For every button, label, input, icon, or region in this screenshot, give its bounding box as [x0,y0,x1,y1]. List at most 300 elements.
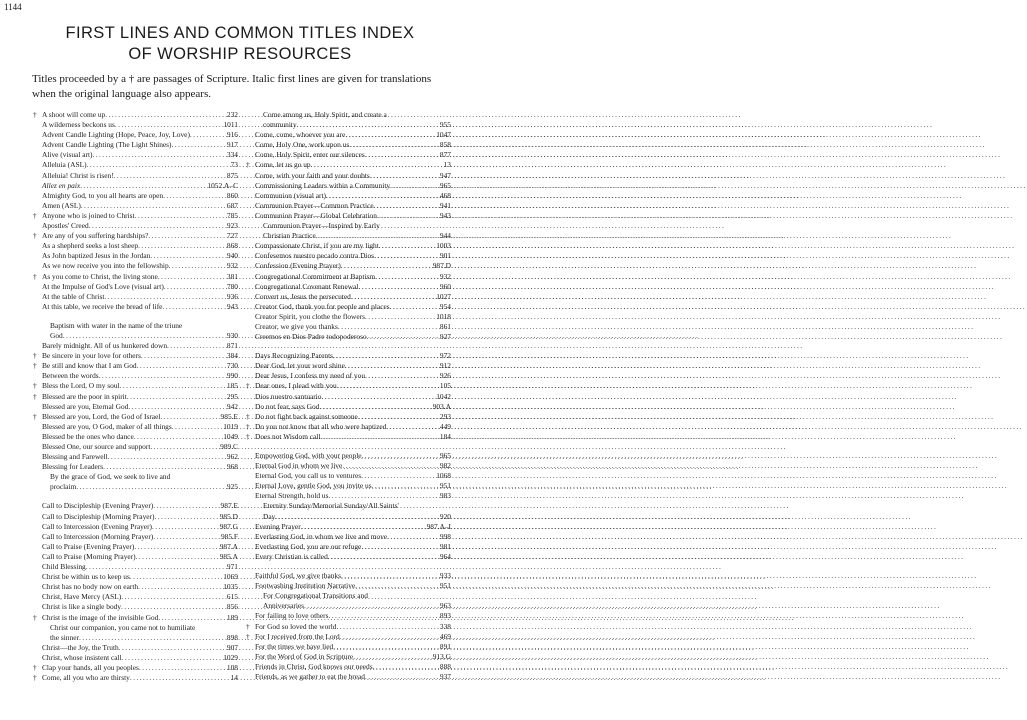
entry-line [255,622,451,632]
entry-title: Friends in Christ, God knows our needs [255,661,373,671]
entry-title: Commissioning Leaders within a Community [255,180,391,190]
index-entry [33,261,238,271]
index-entry [33,191,238,201]
entry-line [42,251,238,261]
entry-line [42,140,238,150]
entry-title: Call to Discipleship (Evening Prayer) [42,501,154,511]
entry-number: 917 [226,140,238,150]
entry-line [255,181,451,191]
entry-number: 925 [226,482,238,492]
leader-dots [372,481,440,491]
entry-line [255,302,451,312]
entry-title: Communion Prayer—Global Celebration [255,210,377,220]
entry-number: 1068 [436,471,451,481]
entry-title: Christ is the image of the invisible God [42,612,159,622]
leader-dots [150,251,227,261]
scripture-dagger: † [246,431,250,441]
leader-dots [86,562,227,572]
index-entry [246,491,451,501]
right-column [246,110,451,682]
entry-number: 785 [226,210,238,220]
entry-number: 871 [226,341,238,351]
entry-number: 893 [439,611,451,621]
entry-number: 108 [226,662,238,672]
leader-dots [139,663,227,673]
entry-title: Blessed are you, Lord, the God of Israel [42,411,161,421]
entry-number: 338 [439,621,451,631]
leader-dots [367,332,440,342]
entry-line [255,160,451,170]
leader-dots [328,611,439,621]
index-entry [246,392,451,402]
leader-dots [89,221,227,231]
index-entry [246,532,451,542]
leader-dots [150,442,220,452]
index-entry [33,432,238,442]
entry-number: 73 [230,160,238,170]
entry-number: 1049 [223,431,238,441]
entry-title: Blessed be the ones who dance [42,431,134,441]
entry-line [42,341,238,351]
scripture-dagger: † [33,210,37,220]
entry-number: 185 [226,381,238,391]
index-entry [246,261,451,271]
entry-title: Allez en paix [42,180,81,190]
entry-title: Call to Praise (Evening Prayer) [42,541,135,551]
entry-line [42,663,238,673]
entry-title: Come, all you who are thirsty [42,673,130,683]
leader-dots [137,361,227,371]
entry-line [42,241,238,251]
index-entry [246,312,451,322]
index-entry [33,501,238,511]
index-entry [246,642,451,652]
index-entry [33,302,238,312]
entry-title: Child Blessing [42,562,86,572]
entry-line [255,272,451,282]
entry-line [263,231,451,241]
entry-title: Eternal God in whom we live [255,461,343,471]
entry-line [255,552,451,562]
index-entry [246,130,451,140]
index-entry [33,181,238,191]
entry-line [50,633,238,643]
leader-dots [99,371,227,381]
entry-line [255,191,451,201]
entry-number: 942 [226,401,238,411]
entry-line [50,331,238,341]
index-entry [33,292,238,302]
entry-number: 1052.A–C [207,180,238,190]
index-entry [246,662,451,672]
entry-title: Confession (Evening Prayer) [255,261,341,271]
entry-title: Days Recognizing Parents [255,351,333,361]
leader-dots [342,461,440,471]
entry-line [42,653,238,663]
index-entry [33,673,238,683]
entry-line [255,332,451,342]
leader-dots [103,462,227,472]
leader-dots [80,181,207,191]
entry-number: 912 [439,361,451,371]
entry-number: 14 [230,673,238,683]
leader-dots [114,171,227,181]
index-entry [246,461,451,471]
entry-number: 983 [439,491,451,501]
entry-number: 985.A [219,551,238,561]
entry-number: 933 [439,571,451,581]
entry-title: Day [263,511,276,521]
entry-title: Bless the Lord, O my soul [42,381,120,391]
index-entry [33,472,238,492]
index-entry [246,471,451,481]
index-entry [246,251,451,261]
entry-line [42,282,238,292]
entry-number: 987.G [219,521,238,531]
index-entry [33,361,238,371]
index-entry [33,272,238,282]
entry-title: God [50,330,63,340]
index-entry [246,481,451,491]
entry-line [255,292,451,302]
entry-number: 877 [439,150,451,160]
index-entry [246,160,451,170]
entry-line [42,532,238,542]
entry-number: 907 [226,642,238,652]
entry-first-line: Eternity Sunday/Memorial Sunday/All Saints' [263,501,399,511]
entry-number: 727 [226,231,238,241]
entry-title: Call to Praise (Morning Prayer) [42,551,136,561]
entry-number: 947 [439,170,451,180]
index-entry [33,663,238,673]
entry-line [42,501,238,511]
group-spacer [246,342,451,351]
entry-title: As John baptized Jesus in the Jordan [42,251,151,261]
index-entry [246,552,451,562]
entry-number: 13 [443,160,451,170]
leader-dots [365,312,436,322]
index-entry [33,120,238,130]
entry-line [255,381,451,391]
entry-title: Anyone who is joined to Christ [42,210,135,220]
entry-title: At this table, we receive the bread of life [42,301,163,311]
index-entry [33,442,238,452]
entry-line [42,402,238,412]
scripture-dagger: † [246,160,250,170]
leader-dots [304,601,440,611]
entry-number: 105 [439,381,451,391]
entry-number: 985.F [220,531,238,541]
entry-title: Christ has no body now on earth [42,582,139,592]
entry-title: Creemos en Dios Padre todopoderoso [255,332,367,342]
index-entry [246,632,451,642]
entry-number: 944 [439,231,451,241]
leader-dots [275,512,440,522]
index-entry [246,211,451,221]
entry-line [255,542,451,552]
leader-dots [162,302,226,312]
index-entry [33,582,238,592]
entry-line [255,461,451,471]
entry-number: 888 [439,661,451,671]
scripture-dagger: † [33,391,37,401]
entry-title: Every Christian is called [255,551,328,561]
entry-number: 1003 [436,241,451,251]
entry-number: 861 [439,321,451,331]
entry-number: 990 [226,371,238,381]
entry-title: As a shepherd seeks a lost sheep [42,241,139,251]
entry-title: Does not Wisdom call [255,431,321,441]
entry-title: Everlasting God, you are our refuge [255,541,362,551]
entry-title: A wilderness beckons us [42,120,115,130]
entry-title: Creator God, thank you for people and places [255,301,390,311]
entry-line [255,130,451,140]
index-entry [246,140,451,150]
entry-line [255,261,451,271]
entry-line [42,211,238,221]
leader-dots [301,522,427,532]
index-entry [33,402,238,412]
entry-line [42,171,238,181]
index-entry [33,241,238,251]
entry-line [255,611,451,621]
index-entry [246,292,451,302]
leader-dots [154,512,219,522]
leader-dots [130,673,231,683]
leader-dots [128,402,227,412]
leader-dots [333,642,440,652]
entry-line [255,672,451,682]
index-entry [246,181,451,191]
scripture-dagger: † [246,631,250,641]
entry-title: Blessed are the poor in spirit [42,391,127,401]
entry-number: 920 [439,511,451,521]
index-entry [246,522,451,532]
entry-number: 989.C [220,442,238,451]
index-entry [33,422,238,432]
entry-title: the sinner [50,632,79,642]
entry-line [42,542,238,552]
leader-dots [345,130,436,140]
entry-number: 868 [226,241,238,251]
entry-number: 940 [226,251,238,261]
index-entry [33,562,238,572]
entry-number: 856 [226,602,238,612]
entry-number: 987.D [432,261,451,271]
index-entry [246,302,451,312]
leader-dots [81,201,227,211]
entry-line [42,351,238,361]
index-entry [246,171,451,181]
scripture-dagger: † [33,361,37,371]
entry-number: 615 [226,592,238,602]
entry-line [263,512,451,522]
entry-title: Almighty God, to you all hearts are open [42,190,164,200]
index-entry [246,381,451,391]
entry-line [255,491,451,501]
entry-line [42,462,238,472]
leader-dots [358,282,439,292]
entry-line [255,581,451,591]
entry-title: Evening Prayer [255,521,301,531]
entry-title: Creator, we give you thanks [255,321,338,331]
entry-title: Alleluia! Christ is risen! [42,170,114,180]
entry-line [255,371,451,381]
entry-number: 987.A–I [426,521,451,531]
entry-number: 232 [226,110,238,119]
entry-number: 901 [439,251,451,261]
entry-number: 189 [226,612,238,622]
entry-title: Empowering God, with your people [255,451,362,460]
entry-line [255,422,451,432]
index-entry [246,402,451,412]
entry-title: For I received from the Lord [255,631,340,641]
page-number: 1144 [4,2,22,12]
entry-title: Confesemos nuestro pecado contra Dios [255,251,375,261]
leader-dots [322,392,437,402]
entry-title: Advent Candle Lighting (The Light Shines) [42,140,172,150]
leader-dots [172,422,224,432]
entry-line [42,150,238,160]
entry-title: Barely midnight. All of us hunkered down [42,341,168,351]
index-entry [33,160,238,170]
index-entry [33,221,238,231]
entry-title: Christ is like a single body [42,602,122,612]
entry-number: 449 [439,421,451,431]
entry-line [42,432,238,442]
entry-line [42,292,238,302]
index-entry [246,201,451,211]
leader-dots [390,302,440,312]
entry-title: Advent Candle Lighting (Hope, Peace, Joy, Love) [42,130,190,140]
entry-title: Come, let us go up [255,160,311,170]
leader-dots [374,201,440,211]
leader-dots [138,241,227,251]
leader-dots [190,130,227,140]
entry-title: Eternal Strength, hold us [255,491,329,501]
leader-dots [353,652,433,662]
entry-line [42,602,238,612]
entry-line [42,130,238,140]
entry-title: Friends, as we gather to eat the bread [255,671,365,681]
entry-line [263,120,451,130]
entry-title: As you come to Christ, the living stone [42,271,158,281]
entry-line [255,392,451,402]
entry-title: Convert us, Jesus the persecuted [255,291,351,301]
entry-number: 951 [439,481,451,491]
entry-number: 295 [226,391,238,401]
group-spacer [246,562,451,571]
leader-dots [87,160,231,170]
entry-title: Come, Holy One, work upon us [255,140,350,150]
entry-line [42,110,238,120]
entry-title: community [263,120,297,130]
leader-dots [158,613,227,623]
scripture-dagger: † [33,662,37,672]
entry-number: 965 [439,451,451,460]
leader-dots [134,432,223,442]
entry-line [42,191,238,201]
entry-title: Call to Intercession (Morning Prayer) [42,531,154,541]
leader-dots [387,532,440,542]
entry-line [42,181,238,191]
leader-dots [122,653,224,663]
leader-dots [135,211,227,221]
entry-title: Christ—the Joy, the Truth [42,642,119,652]
index-entry [33,201,238,211]
index-entry [33,110,238,120]
entry-line [42,231,238,241]
index-entry [33,140,238,150]
scripture-dagger: † [246,421,250,431]
leader-dots [319,402,432,412]
entry-title: Christ, Have Mercy (ASL) [42,592,122,602]
entry-line [42,302,238,312]
leader-dots [349,140,440,150]
entry-title: Dear ones, I plead with you [255,381,337,391]
entry-number: 936 [226,291,238,301]
entry-number: 913.G [432,651,451,661]
leader-dots [333,351,440,361]
entry-title: Come, Holy Spirit, enter our silences [255,150,365,160]
entry-title: A shoot will come up [42,110,106,119]
entry-title: As we now receive you into the fellowship [42,261,169,271]
leader-dots [76,482,227,492]
index-entry [246,371,451,381]
entry-line [255,532,451,542]
leader-dots [341,571,440,581]
leader-dots [361,542,440,552]
entry-number: 968 [226,462,238,472]
index-entry [246,412,451,422]
index-entry [33,251,238,261]
index-entry [33,552,238,562]
entry-number: 184 [439,431,451,441]
index-entry [246,110,451,130]
entry-line [255,351,451,361]
leader-dots [121,602,227,612]
leader-dots [328,552,440,562]
intro-note: Titles proceeded by a † are passages of Scripture. Italic first lines are given for translations when the original language also appears. [32,73,432,100]
index-entry [33,592,238,602]
left-column [33,110,238,683]
leader-dots [386,422,440,432]
leader-dots [326,191,440,201]
entry-line [255,652,451,662]
entry-title: Compassionate Christ, if you are my light [255,241,379,251]
leader-dots [377,211,440,221]
entry-line [255,471,451,481]
leader-dots [345,361,440,371]
index-entry [33,532,238,542]
leader-dots [93,150,227,160]
entry-number: 985.E [220,411,238,421]
leader-dots [358,412,440,422]
leader-dots [361,471,436,481]
leader-dots [130,572,223,582]
entry-first-line: Communion Prayer—Inspired by Early [263,221,380,231]
leader-dots [153,532,221,542]
entry-title: For failing to love others [255,611,329,621]
entry-line [255,171,451,181]
entry-title: At the Impulse of God's Love (visual art) [42,281,164,291]
entry-number: 962 [226,452,238,462]
leader-dots [320,432,439,442]
entry-title: Christ be within us to keep us [42,572,130,582]
index-entry [246,241,451,251]
entry-title: Anniversaries [263,601,305,611]
leader-dots [152,522,220,532]
